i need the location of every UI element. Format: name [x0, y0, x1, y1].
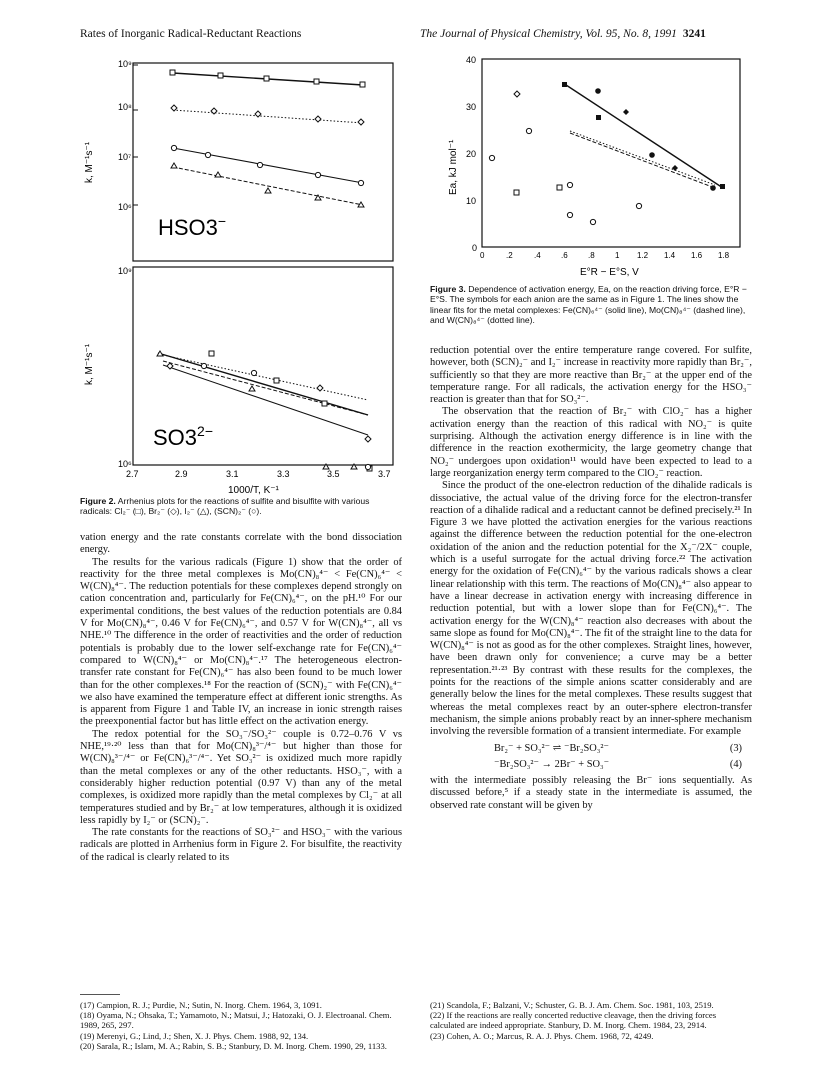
so3-cl2-point	[209, 351, 214, 356]
so3-i2-fit	[163, 361, 368, 415]
hso3-i2-point	[215, 172, 221, 177]
figure-3-plot	[430, 55, 750, 280]
anion-point	[567, 212, 572, 217]
left-paragraph: The redox potential for the SO₃⁻/SO₃²⁻ couple is 0.72–0.76 V vs NHE,¹⁹·²⁰ less than that for Mo(CN)₈³⁻/⁴⁻ but higher than those for W(CN)₈³⁻/⁴⁻ or Fe(CN)₆³⁻/⁴⁻. Yet SO₃²⁻ is oxidized much more rapidly than the metal complexes or any of the other reductants. HSO₃⁻, with a considerably higher reduction potential (0.97 V) than any of the metal complexes, is oxidized more rapidly than the metal complexes by Cl₂⁻ at all temperatures studied and by Br₂⁻ at low temperatures, although it is oxidized less rapidly by I₂⁻ or (SCN)₂⁻.	[80, 728, 402, 826]
hso3-cl2-point	[218, 73, 223, 78]
fe-cn-point	[710, 185, 716, 191]
fig3-xtick: .4	[534, 251, 541, 260]
xtick: 3.7	[378, 469, 391, 479]
fig2-ylabel-top: k, M⁻¹s⁻¹	[84, 141, 95, 183]
left-paragraph: The results for the various radicals (Figure 1) show that the order of reactivity for the three metal complexes is Mo(CN)₈⁴⁻ < Fe(CN)₆⁴⁻ < W(CN)₈⁴⁻. The reduction potentials for these complexes depend strongly on cation concentration and, particularly for Fe(CN)₆⁴⁻, on the pH.¹⁰ For our experimental conditions, the best values of the reduction potentials are 0.84 V for Mo(CN)₈⁴⁻, 0.46 V for Fe(CN)₆⁴⁻, and 0.57 V for W(CN)₈⁴⁻, all vs NHE.¹⁰ The difference in the order of reactivities and the order of reduction potentials is probably due to the lower self-exchange rate for Fe(CN)₆⁴⁻ compared to W(CN)₈⁴⁻ or Mo(CN)₈⁴⁻.¹⁷ The heterogeneous electron-transfer rate constant for Fe(CN)₆⁴⁻ has also been found to be much lower than for the other complexes.¹⁸ For the reaction of (SCN)₂⁻ with Fe(CN)₆⁴⁻ we also have examined the temperature effect at different ionic strengths. As is apparent from Figure 1 and Table IV, an increase in ionic strength raises the preexponential factor but has little effect on the activation energy.	[80, 556, 402, 728]
fig2-ylabel-bottom: k, M⁻¹s⁻¹	[84, 343, 95, 385]
xtick: 2.7	[126, 469, 139, 479]
hso3-scn-point	[257, 162, 262, 167]
xtick: 3.3	[277, 469, 290, 479]
top-ytick-9: 10⁹	[118, 59, 132, 69]
fe-cn-point	[562, 82, 567, 87]
right-paragraph: Since the product of the one-electron reduction of the dihalide radicals is dissociative, the actual value of the driving force for the electron-transfer reaction of a dihalide radical and a reductant cannot be defined precisely.²¹ In Figure 3 we have plotted the activation energies for the various reactions against the difference between the reduction potential for the one-electron oxidation of the anion and the reduction potential for the X₂⁻/2X⁻ couple, which is a useful surrogate for the actual driving force.²² The activation energy for the oxidation of Fe(CN)₆⁴⁻ by the various radicals shows a clear linear relationship with this term. The reactions of Mo(CN)₈⁴⁻ also appear to have a linear decrease in activation energy with increasing difference in reduction potential, but with a lower slope than for Fe(CN)₆⁴⁻. The activation energy for the W(CN)₈⁴⁻ reaction also decreases with about the same slope as found for Mo(CN)₈⁴⁻. The fit of the straight line to the data for W(CN)₈⁴⁻ is not as good as for the other complexes. Straight lines, however, have been drawn only for convenience; a curve may be a better representation.²¹·²³ By contrast with these results for the complexes, the points for the reactions of the simple anions scatter considerably and are generally below the lines for the metal complexes. These results suggest that whereas the metal complexes react by an outer-sphere electron-transfer mechanism, the simple anions probably react by an inner-sphere mechanism involving the reversible formation of a transient intermediate. For example	[430, 480, 752, 738]
hso3-i2-fit	[173, 167, 363, 205]
hso3-br2-point	[315, 116, 321, 122]
fe-cn-point	[596, 115, 601, 120]
fig3-xtick: 1	[615, 251, 620, 260]
equation-4-num: (4)	[729, 758, 742, 770]
fig3-xlabel: E°R − E°S, V	[580, 267, 639, 278]
anion-point	[514, 91, 520, 97]
fig3-xtick: .8	[588, 251, 595, 260]
figure-2-caption-text: Arrhenius plots for the reactions of sulfite and bisulfite with various radicals: Cl₂⁻ (□), Br₂⁻ (◇), I₂⁻ (△), (SCN)₂⁻ (○).	[80, 496, 370, 517]
hso3-br2-point	[358, 119, 364, 125]
so3-br2-point	[317, 385, 323, 391]
journal-name: The Journal of Physical Chemistry, Vol. 95, No. 8, 1991	[420, 28, 677, 40]
top-ytick-7: 10⁷	[118, 152, 132, 162]
figure-2-caption-label: Figure 2.	[80, 496, 116, 506]
equation-3-expr: Br₂⁻ + SO₃²⁻ ⇌ ⁻Br₂SO₃²⁻	[494, 742, 609, 754]
journal-citation	[420, 28, 706, 40]
right-paragraph: The observation that the reaction of Br₂⁻ with ClO₂⁻ has a higher activation energy than the reaction of this radical with NO₂⁻ is quite surprising. Although the activation energy difference is in line with the difference in the reaction exothermicity, the large geometry change that NO₂⁻ undergoes upon oxidation¹¹ would have been expected to lead to a large reorganization energy term compared to the ClO₂⁻ reaction.	[430, 406, 752, 479]
fig2-xlabel: 1000/T, K⁻¹	[228, 485, 279, 496]
right-paragraph-final: with the intermediate possibly releasing the Br⁻ ions sequentially. As discussed before,⁵ if a steady state in the intermediate is assumed, the observed rate constant will be given by	[430, 775, 752, 811]
fig3-ylabel: Ea, kJ mol⁻¹	[448, 139, 459, 195]
equation-4-expr: ⁻Br₂SO₃²⁻ → 2Br⁻ + SO₃⁻	[494, 758, 610, 770]
so3-cl2-point	[322, 401, 327, 406]
top-ytick-8: 10⁸	[118, 102, 132, 112]
mo-cn-fit	[570, 133, 715, 188]
so3-scn-point	[201, 363, 206, 368]
running-head: Rates of Inorganic Radical-Reductant Reactions	[80, 28, 302, 40]
references-left	[80, 1000, 402, 1051]
fig3-ytick: 20	[466, 149, 477, 159]
fe-cn-point	[595, 88, 601, 94]
anion-point	[636, 203, 641, 208]
fig3-frame	[482, 59, 740, 247]
so3-br2-fit	[163, 355, 368, 400]
fig3-ytick: 30	[466, 102, 477, 112]
references-right	[430, 1000, 752, 1041]
left-column	[80, 532, 402, 864]
hso3-cl2-point	[314, 79, 319, 84]
reference: (20) Sarala, R.; Islam, M. A.; Rabin, S. B.; Stanbury, D. M. Inorg. Chem. 1990, 29, 1133.	[80, 1040, 387, 1051]
fig3-xtick: 1.8	[718, 251, 730, 260]
equation-3	[430, 743, 752, 755]
xtick: 3.5	[327, 469, 340, 479]
top-panel-label: HSO3−	[158, 213, 227, 240]
equation-4	[430, 759, 752, 771]
page-number: 3241	[682, 28, 706, 40]
xtick: 2.9	[175, 469, 188, 479]
figure-3-caption-text: Dependence of activation energy, Ea, on the reaction driving force, E°R − E°S. The symbols for each anion are the same as in Figure 1. The lines show the linear fits for the metal complexes: Fe(CN)₆⁴⁻ (solid line), Mo(CN)₈⁴⁻ (dashed line), and W(CN)₈⁴⁻ (dotted line).	[430, 284, 747, 326]
left-paragraph: The rate constants for the reactions of SO₃²⁻ and HSO₃⁻ with the various radicals are plotted in Arrhenius form in Figure 2. For bisulfite, the reactivity of the radical is clearly related to its	[80, 827, 402, 863]
hso3-scn-point	[358, 180, 363, 185]
anion-point	[557, 185, 562, 190]
so3-cl2-point	[274, 378, 279, 383]
right-column	[430, 345, 752, 812]
fig3-ytick: 0	[472, 243, 478, 253]
so3-br2-point	[365, 436, 371, 442]
anion-point	[489, 155, 494, 160]
anion-point	[514, 190, 519, 195]
fe-cn-point	[672, 165, 678, 171]
hso3-i2-point	[171, 163, 177, 168]
so3-scn-point	[251, 370, 256, 375]
xtick: 3.1	[226, 469, 239, 479]
fe-cn-point	[623, 109, 629, 115]
fig3-xtick: 0	[480, 251, 485, 260]
hso3-cl2-point	[170, 70, 175, 75]
hso3-br2-fit	[173, 110, 363, 123]
fe-cn-point	[720, 184, 725, 189]
hso3-cl2-point	[360, 82, 365, 87]
so3-i2-point	[249, 386, 255, 391]
equation-3-num: (3)	[729, 742, 742, 754]
so3-cl2-fit	[158, 353, 368, 415]
hso3-scn-fit	[173, 148, 363, 183]
so3-scn-point	[365, 464, 370, 469]
bottom-ytick-6: 10⁶	[118, 459, 132, 469]
hso3-scn-point	[205, 152, 210, 157]
reference: (19) Merenyi, G.; Lind, J.; Shen, X. J. Phys. Chem. 1988, 92, 134.	[80, 1030, 309, 1041]
fig3-xtick: 1.2	[637, 251, 649, 260]
anion-point	[526, 128, 531, 133]
fe-cn-point	[649, 152, 655, 158]
w-cn-fit	[570, 131, 715, 185]
hso3-br2-point	[255, 111, 261, 117]
hso3-scn-point	[171, 145, 176, 150]
fig3-ytick: 40	[466, 55, 477, 65]
reference: (17) Campion, R. J.; Purdie, N.; Sutin, N. Inorg. Chem. 1964, 3, 1091.	[80, 1000, 322, 1010]
bottom-ytick-9: 10⁹	[118, 266, 132, 276]
reference: (23) Cohen, A. O.; Marcus, R. A. J. Phys. Chem. 1968, 72, 4249.	[430, 1030, 654, 1041]
reference: (18) Oyama, N.; Ohsaka, T.; Yamamoto, N.; Matsui, J.; Hatozaki, O. J. Electroanal. Chem. 1989, 265, 297.	[80, 1010, 392, 1031]
top-ytick-6: 10⁶	[118, 202, 132, 212]
fig3-xtick: .6	[561, 251, 568, 260]
fig3-ytick: 10	[466, 196, 477, 206]
figure-3-caption	[430, 284, 750, 326]
anion-point	[567, 182, 572, 187]
left-paragraph: vation energy and the rate constants correlate with the bond dissociation energy.	[80, 532, 402, 556]
hso3-scn-point	[315, 172, 320, 177]
hso3-cl2-point	[264, 76, 269, 81]
fig3-xtick: 1.6	[691, 251, 703, 260]
fe-cn-fit	[563, 83, 723, 188]
figure-2-plot	[78, 55, 398, 505]
anion-point	[590, 219, 595, 224]
figure-3-caption-label: Figure 3.	[430, 284, 466, 294]
fig3-xtick: 1.4	[664, 251, 676, 260]
footnote-rule	[80, 994, 120, 995]
fig3-xtick: .2	[506, 251, 513, 260]
reference: (22) If the reactions are really concerted reductive cleavage, then the driving forces calculated are indeed appropriate. Stanbury, D. M. Inorg. Chem. 1984, 23, 2914.	[430, 1010, 717, 1031]
hso3-br2-point	[171, 105, 177, 111]
figure-2-caption	[80, 496, 400, 517]
right-paragraph: reduction potential over the entire temperature range covered. For sulfite, however, both (SCN)₂⁻ and I₂⁻ increase in reactivity more rapidly than Br₂⁻, sufficiently so that they are more reactive than Br₂⁻ at the upper end of the temperature range. For all radicals, the activation energy for the HSO₃⁻ reaction is greater than that for SO₃²⁻.	[430, 345, 752, 406]
hso3-i2-point	[265, 188, 271, 193]
reference: (21) Scandola, F.; Balzani, V.; Schuster, G. B. J. Am. Chem. Soc. 1981, 103, 2519.	[430, 1000, 714, 1010]
bottom-panel-label: $SO3^{2-}$	[153, 423, 213, 450]
